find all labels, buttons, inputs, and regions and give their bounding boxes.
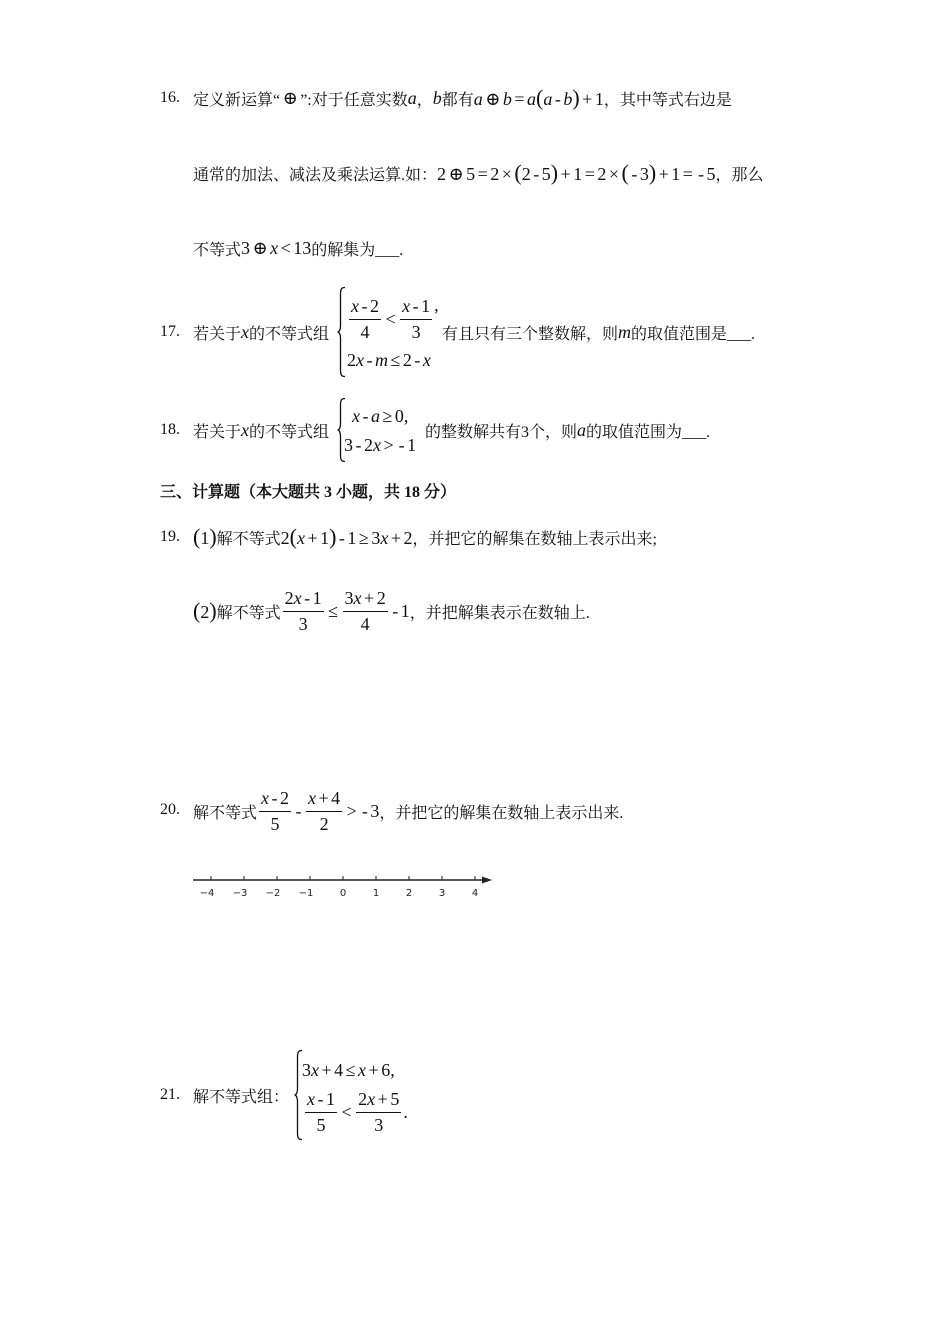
math-digit: 1: [573, 163, 583, 184]
math-digit: 2: [364, 434, 373, 455]
q16-line-3: [193, 236, 403, 260]
math-operator: =: [477, 163, 488, 184]
q21-system-row-2: [303, 1086, 408, 1138]
math-variable: x: [351, 295, 359, 316]
q18-prefix: [193, 418, 329, 442]
math-operator: +: [560, 163, 571, 184]
fraction-numerator: [349, 294, 381, 320]
math-digit: 2: [370, 295, 379, 316]
math-digit: 1: [326, 1088, 335, 1109]
math-variable: x: [307, 1088, 315, 1109]
fraction: [306, 786, 342, 837]
math-operator: -: [392, 600, 399, 621]
q17-number-row: [160, 320, 180, 344]
less-than-sign: [339, 1102, 354, 1123]
q16-text: 定义新运算“: [193, 91, 281, 109]
math-variable: x: [373, 434, 381, 455]
math-digit: 4: [331, 787, 341, 808]
math-variable: b: [432, 87, 442, 108]
math-digit: 1: [421, 295, 431, 316]
math-variable: x: [352, 405, 360, 426]
math-digit: 1: [400, 600, 410, 621]
fraction-denominator: [299, 612, 308, 637]
math-digit: 2: [280, 527, 290, 548]
math-operator: +: [390, 527, 401, 548]
q17-inequality-2: [347, 350, 431, 371]
math-digit: 4: [360, 613, 370, 634]
math-operator: ≤: [328, 600, 339, 621]
math-variable: b: [563, 88, 573, 109]
math-operator: ≥: [382, 405, 393, 426]
math-operator: +: [307, 527, 318, 548]
math-operator: ×: [608, 163, 620, 184]
math-operator: +: [658, 163, 669, 184]
q16-text: 都有: [441, 91, 474, 109]
fraction: [305, 1087, 337, 1138]
fraction-denominator: [320, 812, 329, 837]
math-variable: x: [261, 787, 270, 808]
math-digit: 5: [390, 1088, 400, 1109]
q16-text: ”:对于任意实数: [300, 91, 408, 109]
fraction-denominator: [271, 812, 280, 837]
fraction-denominator: [374, 1113, 383, 1138]
math-digit: 2: [280, 787, 290, 808]
q17-system-row-1: [347, 293, 439, 345]
q20-text: 解不等式: [193, 804, 258, 822]
math-digit: 5: [270, 813, 280, 834]
math-digit: 5: [466, 163, 476, 184]
fraction: [356, 1087, 401, 1138]
math-parenthesis: (: [289, 523, 297, 549]
math-operator: ⊕: [485, 88, 501, 109]
q18-text: 若关于: [193, 423, 242, 441]
fraction: [400, 294, 432, 345]
math-operator: -: [414, 349, 421, 370]
math-variable: x: [241, 321, 250, 342]
math-digit: 2: [347, 349, 356, 370]
math-operator: <: [341, 1101, 352, 1122]
math-variable: x: [402, 295, 411, 316]
math-digit: 1: [671, 163, 681, 184]
number-line-label: −2: [265, 888, 281, 899]
fraction-denominator: [361, 320, 370, 345]
fraction-numerator: [306, 786, 342, 812]
q16-operator-symbol: [280, 88, 300, 109]
q17-system-brace: [337, 287, 346, 377]
math-operator: -: [361, 800, 368, 821]
math-operator: >: [383, 434, 394, 455]
part-label: [193, 597, 217, 623]
math-punctuation: ,: [390, 1059, 395, 1080]
math-digit: 5: [706, 163, 716, 184]
fraction: [349, 294, 381, 345]
math-digit: 2: [200, 601, 210, 622]
q19-text: 解不等式: [216, 530, 281, 548]
math-operator: -: [366, 349, 373, 370]
math-variable: a: [407, 87, 417, 108]
math-variable: b: [502, 88, 512, 109]
math-operator: =: [682, 163, 693, 184]
math-digit: 5: [316, 1114, 326, 1135]
math-variable: a: [543, 88, 553, 109]
q17-prefix: [193, 320, 329, 344]
q20-tail-term: [344, 801, 379, 822]
math-variable: x: [241, 419, 250, 440]
q17-text: 的不等式组: [249, 325, 330, 343]
math-digit: 2: [358, 1088, 368, 1109]
q21-number-row: [160, 1083, 180, 1107]
math-operator: -: [271, 787, 278, 808]
q17-text: 有且只有三个整数解，则: [442, 325, 619, 343]
fraction-numerator: [259, 786, 291, 812]
math-parenthesis: (: [193, 597, 201, 623]
q19-text: ，并把它的解集在数轴上表示出来;: [412, 530, 657, 548]
number-line-label: −1: [298, 888, 314, 899]
less-than-sign: [383, 309, 398, 330]
q19-inequality: [280, 523, 413, 549]
math-digit: 1: [293, 237, 303, 258]
math-variable: x: [356, 349, 364, 370]
number-line-label: −3: [232, 888, 248, 899]
math-operator: +: [368, 1059, 379, 1080]
section-title: 三、计算题（本大题共 3 小题，共 18 分）: [160, 483, 457, 501]
math-punctuation: ,: [403, 405, 409, 426]
math-digit: 2: [402, 349, 412, 370]
math-operator: -: [554, 88, 561, 109]
math-digit: 3: [344, 434, 353, 455]
math-digit: 3: [298, 613, 308, 634]
question-number: 20.: [160, 801, 180, 818]
q17-variable: [618, 322, 631, 343]
math-digit: 3: [302, 1059, 311, 1080]
math-variable: x: [308, 787, 317, 808]
fraction: [283, 586, 324, 637]
q21-prefix: [193, 1083, 289, 1107]
math-parenthesis: ): [209, 597, 217, 623]
q18-inequality-2: [344, 435, 416, 456]
q16-variable: [433, 88, 442, 109]
q19-tail-term: [390, 601, 410, 622]
question-number: 21.: [160, 1086, 180, 1103]
math-operator: -: [362, 405, 369, 426]
number-line-label: 3: [438, 888, 446, 899]
fraction-denominator: [361, 612, 370, 637]
math-variable: a: [527, 88, 537, 109]
question-number: 18.: [160, 421, 180, 438]
math-digit: 3: [371, 527, 381, 548]
q19-text: ，并把解集表示在数轴上.: [409, 604, 590, 622]
number-line-label: 0: [339, 888, 347, 899]
q17-suffix: [442, 320, 755, 344]
math-variable: x: [270, 237, 279, 258]
row-comma: [434, 293, 439, 318]
math-operator: -: [338, 527, 345, 548]
math-digit: 0: [394, 405, 404, 426]
math-digit: 3: [639, 163, 649, 184]
q20-statement: [193, 785, 623, 837]
math-digit: 3: [370, 800, 380, 821]
math-variable: x: [422, 349, 431, 370]
fraction-numerator: [356, 1087, 401, 1113]
q18-text: 的整数解共有3个，则: [425, 423, 578, 441]
math-operator: <: [385, 308, 396, 329]
q16-line-2: [193, 161, 763, 185]
q16-text: ，: [416, 91, 433, 109]
math-operator: ⊕: [252, 237, 268, 258]
q21-text: 解不等式组：: [193, 1088, 290, 1106]
math-digit: 2: [284, 587, 294, 608]
math-variable: a: [473, 88, 483, 109]
math-digit: 5: [541, 163, 551, 184]
math-digit: 1: [407, 434, 417, 455]
math-parenthesis: ): [648, 159, 657, 185]
q16-inequality: [241, 238, 311, 259]
math-digit: 4: [334, 1059, 344, 1080]
number-line-label: −4: [199, 888, 215, 899]
math-operator: ≥: [358, 527, 369, 548]
math-digit: 1: [312, 587, 322, 608]
minus-sign: [293, 801, 304, 822]
math-operator: ≤: [345, 1059, 356, 1080]
math-operator: =: [514, 88, 525, 109]
q18-variable: [241, 420, 249, 441]
math-operator: +: [582, 88, 593, 109]
math-digit: 2: [521, 163, 531, 184]
q20-text: ，并把它的解集在数轴上表示出来.: [379, 804, 624, 822]
math-operator: ⊕: [448, 163, 464, 184]
number-line-label: 2: [405, 888, 413, 899]
q20-number-row: [160, 798, 180, 822]
question-number: 19.: [160, 528, 180, 545]
math-variable: a: [577, 419, 587, 440]
q16-example-formula: [437, 159, 716, 185]
math-variable: x: [296, 527, 305, 548]
q16-number-row: [160, 86, 180, 110]
math-variable: m: [375, 349, 388, 370]
math-variable: x: [358, 1059, 367, 1080]
math-operator: +: [377, 1088, 388, 1109]
math-digit: 1: [594, 88, 604, 109]
q19-number-row: [160, 525, 180, 549]
fraction: [259, 786, 291, 837]
math-digit: 3: [374, 1114, 384, 1135]
number-line-label: 1: [372, 888, 380, 899]
fraction-denominator: [412, 320, 421, 345]
math-operator: <: [280, 237, 291, 258]
math-operator: =: [584, 163, 595, 184]
math-digit: 2: [376, 587, 386, 608]
q17-text: 若关于: [193, 325, 242, 343]
math-operator: -: [412, 295, 419, 316]
q16-variable: [408, 88, 417, 109]
math-operator: >: [346, 800, 357, 821]
less-equal-sign: [326, 601, 341, 622]
q16-text: ，那么: [715, 166, 764, 184]
math-operator: -: [317, 1088, 324, 1109]
math-digit: 2: [437, 163, 447, 184]
q18-variable: [577, 420, 586, 441]
row-period: [403, 1102, 408, 1123]
math-operator: +: [321, 1059, 332, 1080]
math-variable: x: [380, 527, 389, 548]
math-digit: 1: [347, 527, 357, 548]
math-digit: 1: [320, 527, 330, 548]
math-parenthesis: (: [514, 159, 522, 185]
number-line-arrow-icon: [482, 877, 492, 884]
fraction-numerator: [400, 294, 432, 320]
q16-text: 通常的加法、减法及乘法运算.如：: [193, 166, 438, 184]
math-parenthesis: ): [572, 84, 580, 110]
q19-part-1: [193, 525, 657, 549]
math-operator: -: [304, 587, 311, 608]
question-number: 16.: [160, 89, 180, 106]
fraction-numerator: [305, 1087, 337, 1113]
math-digit: 3: [302, 237, 312, 258]
question-number: 17.: [160, 323, 180, 340]
q17-variable: [241, 322, 249, 343]
math-operator: -: [631, 163, 638, 184]
q18-text: 的不等式组: [249, 423, 330, 441]
math-operator: -: [398, 434, 405, 455]
math-digit: 2: [319, 813, 329, 834]
number-line: [190, 866, 500, 900]
math-variable: m: [618, 321, 632, 342]
math-operator: +: [364, 587, 375, 608]
q18-answer-blank: 的取值范围为___.: [586, 423, 711, 441]
q18-inequality-1: [352, 406, 408, 427]
fraction-numerator: [283, 586, 324, 612]
math-digit: 6: [381, 1059, 391, 1080]
q18-system-row-1: [352, 404, 408, 428]
q16-text: 不等式: [193, 241, 242, 259]
q16-line-1: [193, 86, 732, 110]
fraction-numerator: [343, 586, 388, 612]
math-variable: x: [353, 587, 362, 608]
math-digit: 3: [411, 321, 421, 342]
q19-text: 解不等式: [216, 604, 281, 622]
math-variable: x: [311, 1059, 319, 1080]
math-punctuation: .: [403, 1101, 408, 1122]
math-digit: 1: [200, 527, 210, 548]
math-variable: x: [293, 587, 302, 608]
math-digit: 2: [403, 527, 413, 548]
math-operator: -: [295, 800, 302, 821]
q16-text: ，其中等式右边是: [603, 91, 732, 109]
q18-system-row-2: [344, 433, 416, 457]
fraction-denominator: [317, 1113, 326, 1138]
q19-part-2: [193, 585, 590, 637]
fraction: [343, 586, 388, 637]
math-operator: ×: [501, 163, 512, 184]
math-digit: 3: [241, 237, 251, 258]
math-operator: -: [361, 295, 368, 316]
math-operator: -: [533, 163, 540, 184]
math-digit: 3: [344, 587, 354, 608]
math-parenthesis: (: [536, 84, 544, 110]
math-digit: 2: [597, 163, 607, 184]
q17-system-row-2: [347, 348, 431, 372]
math-variable: x: [367, 1088, 376, 1109]
number-line-label: 4: [471, 888, 479, 899]
part-label: [193, 523, 217, 549]
math-parenthesis: ): [329, 523, 337, 549]
section-heading: [160, 478, 456, 502]
math-parenthesis: (: [193, 523, 201, 549]
math-parenthesis: (: [621, 159, 629, 185]
math-operator: ≤: [390, 349, 401, 370]
math-digit: 2: [490, 163, 500, 184]
math-operator: ⊕: [282, 87, 298, 108]
q18-number-row: [160, 418, 180, 442]
q16-definition-formula: [473, 84, 604, 110]
math-punctuation: ,: [434, 295, 439, 315]
q21-system-row-1: [302, 1058, 395, 1082]
q21-inequality-1: [302, 1060, 395, 1081]
math-operator: -: [697, 163, 704, 184]
q16-answer-blank: 的解集为___.: [311, 241, 404, 259]
math-parenthesis: ): [550, 159, 559, 185]
q18-suffix: [425, 418, 710, 442]
math-operator: +: [318, 787, 329, 808]
math-parenthesis: ): [209, 523, 217, 549]
math-variable: a: [371, 405, 380, 426]
math-digit: 4: [360, 321, 370, 342]
math-operator: -: [355, 434, 362, 455]
q17-answer-blank: 的取值范围是___.: [631, 325, 756, 343]
